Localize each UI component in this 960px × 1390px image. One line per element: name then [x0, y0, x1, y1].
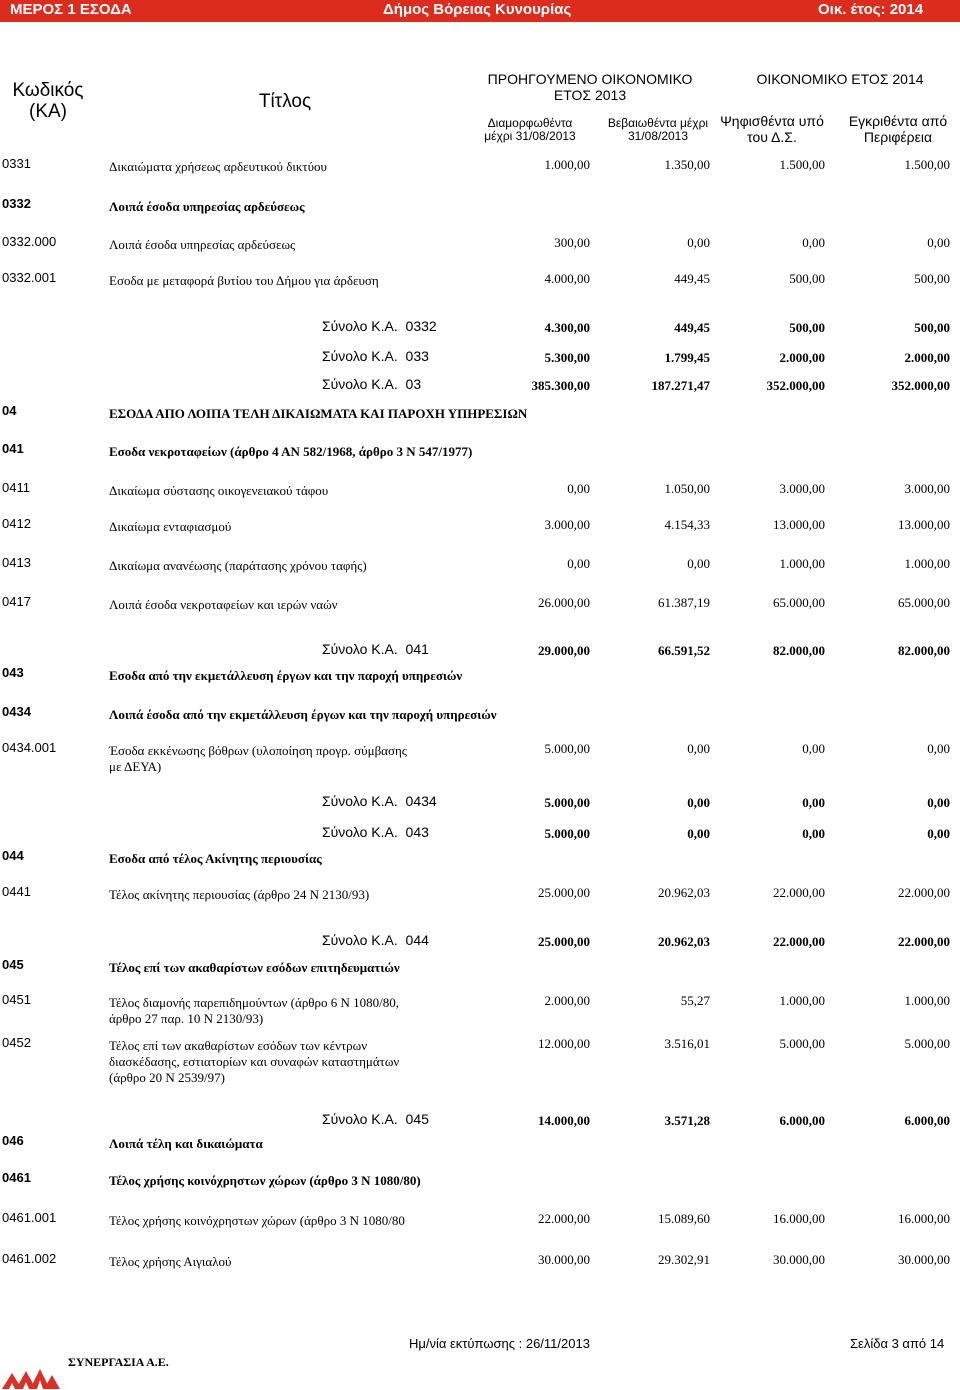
value-formed: 25.000,00: [538, 885, 590, 900]
row-code: 044: [2, 848, 24, 863]
value-voted: 1.000,00: [779, 993, 825, 1008]
formed-line1: Διαμορφωθέντα: [487, 116, 573, 130]
value-collected: 20.962,03: [658, 885, 710, 900]
value-voted: 352.000,00: [766, 378, 825, 393]
row-code: 0332.000: [2, 234, 57, 249]
print-date: Ημ/νία εκτύπωσης : 26/11/2013: [409, 1336, 590, 1351]
value-formed: 29.000,00: [538, 643, 590, 658]
collected-line1: Βεβαιωθέντα μέχρι: [607, 116, 709, 130]
section-title: ΜΕΡΟΣ 1 ΕΣΟΔΑ: [10, 1, 132, 18]
row-description: Εσοδα με μεταφορά βυτίου του Δήμου για άρδευση: [109, 273, 379, 288]
row-code: 041: [2, 441, 24, 456]
value-voted: 0,00: [802, 795, 825, 810]
value-collected: 449,45: [674, 271, 710, 286]
value-approved: 500,00: [914, 271, 950, 286]
col-approved-header: [836, 114, 960, 145]
value-collected: 20.962,03: [658, 934, 710, 949]
value-voted: 1.000,00: [779, 556, 825, 571]
company-name: ΣΥΝΕΡΓΑΣΙΑ Α.Ε.: [68, 1355, 169, 1369]
value-formed: 25.000,00: [538, 934, 590, 949]
value-approved: 2.000,00: [904, 350, 950, 365]
value-collected: 66.591,52: [658, 643, 710, 658]
value-voted: 65.000,00: [773, 595, 825, 610]
row-description: Τέλος ακίνητης περιουσίας (άρθρο 24 Ν 2130/93): [109, 887, 370, 902]
value-formed: 5.000,00: [544, 826, 590, 841]
value-collected: 0,00: [687, 556, 710, 571]
value-approved: 1.000,00: [904, 556, 950, 571]
company-logo: [2, 1367, 62, 1389]
col-prev-year-header: [470, 72, 710, 103]
value-approved: 16.000,00: [898, 1211, 950, 1226]
row-code: 0411: [2, 480, 30, 495]
value-collected: 1.050,00: [664, 481, 710, 496]
collected-line2: 31/08/2013: [627, 129, 689, 144]
value-formed: 3.000,00: [544, 517, 590, 532]
value-approved: 0,00: [927, 741, 950, 756]
value-formed: 12.000,00: [538, 1036, 590, 1051]
prev-year-line1: ΠΡΟΗΓΟΥΜΕΝΟ ΟΙΚΟΝΟΜΙΚΟ: [487, 71, 693, 87]
approved-line1: Εγκριθέντα από: [848, 113, 948, 129]
value-formed: 4.000,00: [544, 271, 590, 286]
row-description: με ΔΕΥΑ): [109, 759, 162, 774]
value-approved: 1.000,00: [904, 993, 950, 1008]
subtotal-label: Σύνολο Κ.Α. 0434: [322, 793, 437, 809]
row-description: Λοιπά έσοδα υπηρεσίας αρδεύσεως: [109, 199, 305, 214]
value-formed: 4.300,00: [544, 320, 590, 335]
value-formed: 30.000,00: [538, 1252, 590, 1267]
value-approved: 6.000,00: [904, 1113, 950, 1128]
value-voted: 2.000,00: [779, 350, 825, 365]
value-approved: 65.000,00: [898, 595, 950, 610]
row-description: Τέλος χρήσης κοινόχρηστων χώρων (άρθρο 3 Ν 1080/80): [109, 1173, 421, 1188]
row-description: Τέλος χρήσης Αιγιαλού: [109, 1254, 232, 1269]
value-voted: 6.000,00: [779, 1113, 825, 1128]
value-collected: 449,45: [674, 320, 710, 335]
col-code-line1: Κωδικός: [12, 80, 84, 101]
value-voted: 0,00: [802, 741, 825, 756]
row-code: 0441: [2, 884, 31, 899]
page-number: Σελίδα 3 από 14: [850, 1336, 945, 1351]
subtotal-label: Σύνολο Κ.Α. 043: [322, 824, 429, 840]
value-voted: 500,00: [789, 320, 825, 335]
value-approved: 0,00: [927, 826, 950, 841]
value-formed: 5.000,00: [544, 741, 590, 756]
row-code: 0461.002: [2, 1251, 57, 1266]
row-code: 0461: [2, 1170, 31, 1185]
municipality-name: Δήμος Βόρειας Κυνουρίας: [383, 1, 572, 18]
row-description: Δικαιώματα χρήσεως αρδευτικού δικτύου: [109, 159, 327, 174]
row-description: διασκέδασης, εστιατορίων και συναφών καταστημάτων: [109, 1054, 400, 1069]
value-approved: 3.000,00: [904, 481, 950, 496]
value-formed: 26.000,00: [538, 595, 590, 610]
value-collected: 187.271,47: [651, 378, 710, 393]
approved-line2: Περιφέρεια: [863, 128, 933, 145]
row-code: 04: [2, 403, 17, 418]
value-collected: 3.516,01: [664, 1036, 710, 1051]
row-code: 0451: [2, 992, 31, 1007]
page-header-bar: [0, 0, 960, 22]
value-collected: 0,00: [687, 235, 710, 250]
value-approved: 22.000,00: [898, 934, 950, 949]
row-description: Τέλος επί των ακαθαρίστων εσόδων επιτηδευματιών: [109, 960, 400, 975]
row-description: Λοιπά τέλη και δικαιώματα: [109, 1136, 263, 1151]
value-voted: 5.000,00: [779, 1036, 825, 1051]
value-formed: 2.000,00: [544, 993, 590, 1008]
value-approved: 500,00: [914, 320, 950, 335]
value-collected: 55,27: [680, 993, 710, 1008]
row-description: άρθρο 27 παρ. 10 Ν 2130/93): [109, 1011, 264, 1026]
value-collected: 1.350,00: [664, 157, 710, 172]
value-voted: 3.000,00: [779, 481, 825, 496]
row-description: Εσοδα από τέλος Ακίνητης περιουσίας: [109, 851, 322, 866]
subtotal-label: Σύνολο Κ.Α. 033: [322, 348, 429, 364]
row-description: Εσοδα νεκροταφείων (άρθρο 4 ΑΝ 582/1968, άρθρο 3 Ν 547/1977): [109, 444, 473, 459]
value-voted: 16.000,00: [773, 1211, 825, 1226]
value-formed: 0,00: [567, 481, 590, 496]
value-formed: 22.000,00: [538, 1211, 590, 1226]
subtotal-label: Σύνολο Κ.Α. 03: [322, 376, 422, 392]
value-collected: 0,00: [687, 826, 710, 841]
value-formed: 5.300,00: [544, 350, 590, 365]
value-collected: 1.799,45: [664, 350, 710, 365]
row-code: 0417: [2, 594, 31, 609]
value-collected: 29.302,91: [658, 1252, 710, 1267]
value-approved: 1.500,00: [904, 157, 950, 172]
value-approved: 13.000,00: [898, 517, 950, 532]
value-approved: 22.000,00: [898, 885, 950, 900]
value-collected: 0,00: [687, 741, 710, 756]
row-description: Λοιπά έσοδα από την εκμετάλλευση έργων και την παροχή υπηρεσιών: [109, 707, 497, 722]
fiscal-year: Οικ. έτος: 2014: [818, 1, 924, 18]
row-code: 043: [2, 665, 24, 680]
row-code: 0332.001: [2, 270, 57, 285]
col-title-header: Τίτλος: [258, 91, 312, 112]
row-code: 0434.001: [2, 740, 57, 755]
row-description: Δικαίωμα ενταφιασμού: [109, 519, 232, 534]
row-description: Δικαίωμα ανανέωσης (παράτασης χρόνου ταφής): [109, 558, 367, 573]
col-code-header: [2, 80, 94, 123]
row-description: Δικαίωμα σύστασης οικογενειακού τάφου: [109, 483, 329, 498]
value-collected: 0,00: [687, 795, 710, 810]
value-formed: 5.000,00: [544, 795, 590, 810]
value-voted: 22.000,00: [773, 934, 825, 949]
value-voted: 30.000,00: [773, 1252, 825, 1267]
row-code: 046: [2, 1133, 24, 1148]
value-approved: 0,00: [927, 795, 950, 810]
voted-line1: Ψηφισθέντα υπό: [720, 113, 824, 129]
value-approved: 352.000,00: [891, 378, 950, 393]
value-approved: 0,00: [927, 235, 950, 250]
row-code: 0332: [2, 196, 31, 211]
value-collected: 15.089,60: [658, 1211, 710, 1226]
col-curr-year-header: ΟΙΚΟΝΟΜΙΚΟ ΕΤΟΣ 2014: [756, 71, 924, 87]
col-formed-header: [470, 117, 590, 144]
row-description: Έσοδα εκκένωσης βόθρων (υλοποίηση προγρ. σύμβασης: [109, 743, 407, 758]
subtotal-label: Σύνολο Κ.Α. 045: [322, 1111, 429, 1127]
col-voted-header: [708, 114, 836, 145]
value-voted: 22.000,00: [773, 885, 825, 900]
subtotal-label: Σύνολο Κ.Α. 041: [322, 641, 429, 657]
formed-line2: μέχρι 31/08/2013: [484, 129, 576, 144]
subtotal-label: Σύνολο Κ.Α. 044: [322, 932, 429, 948]
row-code: 0331: [2, 156, 31, 171]
value-formed: 385.300,00: [531, 378, 590, 393]
value-approved: 82.000,00: [898, 643, 950, 658]
subtotal-label: Σύνολο Κ.Α. 0332: [322, 318, 437, 334]
value-approved: 5.000,00: [904, 1036, 950, 1051]
value-voted: 500,00: [789, 271, 825, 286]
value-collected: 4.154,33: [664, 517, 710, 532]
value-voted: 82.000,00: [773, 643, 825, 658]
value-voted: 1.500,00: [779, 157, 825, 172]
value-voted: 13.000,00: [773, 517, 825, 532]
row-description: (άρθρο 20 Ν 2539/97): [109, 1070, 225, 1085]
row-description: Τέλος διαμονής παρεπιδημούντων (άρθρο 6 Ν 1080/80,: [109, 995, 400, 1010]
value-formed: 300,00: [554, 235, 590, 250]
row-description: Λοιπά έσοδα νεκροταφείων και ιερών ναών: [109, 597, 338, 612]
row-description: Εσοδα από την εκμετάλλευση έργων και την παροχή υπηρεσιών: [109, 668, 463, 683]
value-formed: 0,00: [567, 556, 590, 571]
value-approved: 30.000,00: [898, 1252, 950, 1267]
row-description: Λοιπά έσοδα υπηρεσίας αρδεύσεως: [109, 237, 296, 252]
row-code: 0434: [2, 704, 31, 719]
row-code: 0412: [2, 516, 31, 531]
col-collected-header: [596, 117, 720, 144]
prev-year-line2: ΕΤΟΣ 2013: [553, 86, 627, 103]
row-code: 0413: [2, 555, 31, 570]
row-code: 0452: [2, 1035, 31, 1050]
row-description: Τέλος χρήσης κοινόχρηστων χώρων (άρθρο 3 Ν 1080/80: [109, 1213, 405, 1228]
col-code-line2: (ΚΑ): [29, 101, 67, 123]
value-collected: 61.387,19: [658, 595, 710, 610]
row-code: 0461.001: [2, 1210, 57, 1225]
value-formed: 1.000,00: [544, 157, 590, 172]
value-collected: 3.571,28: [664, 1113, 710, 1128]
row-description: Τέλος επί των ακαθαρίστων εσόδων των κέντρων: [109, 1038, 368, 1053]
value-formed: 14.000,00: [538, 1113, 590, 1128]
row-code: 045: [2, 957, 24, 972]
voted-line2: του Δ.Σ.: [747, 128, 797, 145]
row-description: ΕΣΟΔΑ ΑΠΟ ΛΟΙΠΑ ΤΕΛΗ ΔΙΚΑΙΩΜΑΤΑ ΚΑΙ ΠΑΡΟΧΗ ΥΠΗΡΕΣΙΩΝ: [109, 406, 528, 421]
value-voted: 0,00: [802, 826, 825, 841]
value-voted: 0,00: [802, 235, 825, 250]
